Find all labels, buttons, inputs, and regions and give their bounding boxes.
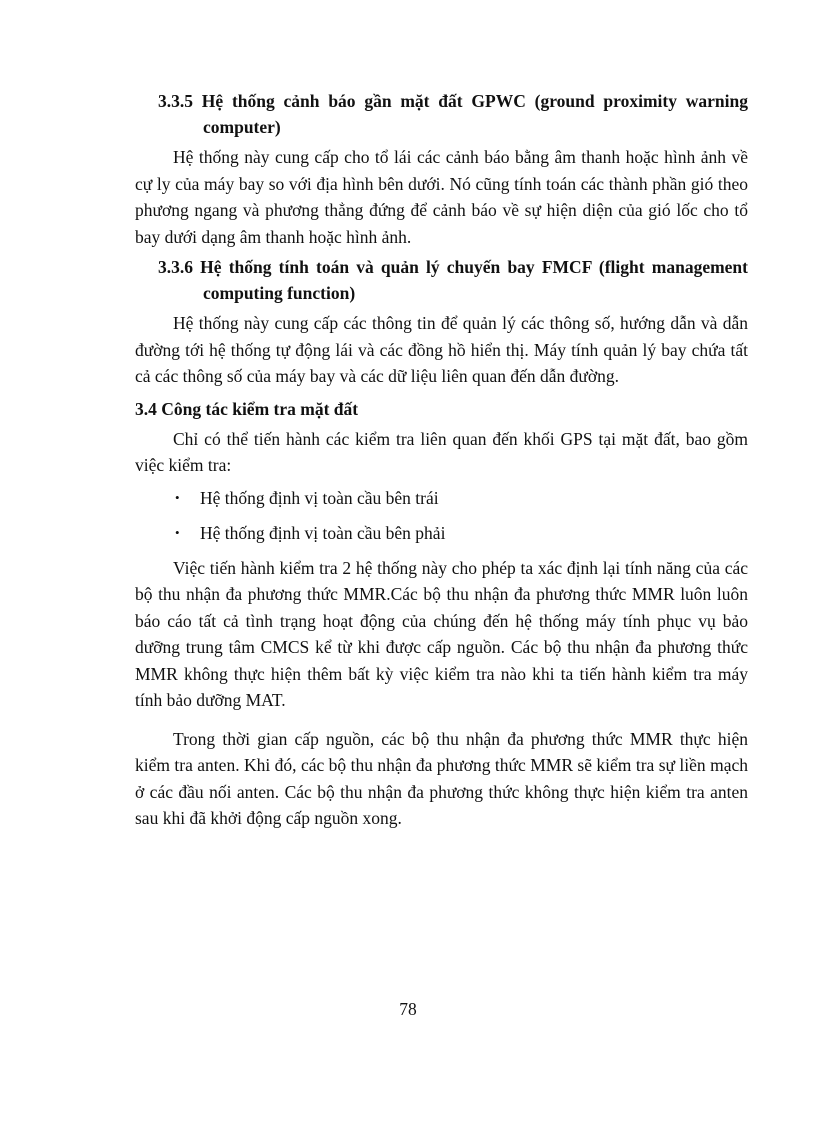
- list-item: [135, 520, 748, 546]
- list-item: [135, 485, 748, 511]
- list-item-text: Hệ thống định vị toàn cầu bên trái: [200, 487, 439, 508]
- paragraph-mmr-status: Việc tiến hành kiểm tra 2 hệ thống này cho phép ta xác định lại tính năng của các bộ thu nhận đa phương thức MMR.Các bộ thu nhận đa phương thức MMR luôn luôn báo cáo tất cả tình trạng hoạt động của chúng đến hệ thống máy tính phục vụ bảo dưỡng trung tâm CMCS kể từ khi được cấp nguồn. Các bộ thu nhận đa phương thức MMR không thực hiện thêm bất kỳ việc kiểm tra nào khi ta tiến hành kiểm tra máy tính bảo dưỡng MAT.: [135, 557, 748, 710]
- heading-3-3-5: 3.3.5 Hệ thống cảnh báo gần mặt đất GPWC (ground proximity warning computer): [158, 91, 748, 137]
- heading-3-3-6: 3.3.6 Hệ thống tính toán và quản lý chuyến bay FMCF (flight management computing function): [158, 257, 748, 303]
- bullet-icon: •: [175, 524, 180, 540]
- paragraph-gpwc: Hệ thống này cung cấp cho tổ lái các cảnh báo bằng âm thanh hoặc hình ảnh về cự ly của máy bay so với địa hình bên dưới. Nó cũng tính toán các thành phần gió theo phương ngang và phương thẳng đứng để cảnh báo về sự hiện diện của gió lốc cho tổ bay dưới dạng âm thanh hoặc hình ảnh.: [135, 147, 748, 247]
- list-item-text: Hệ thống định vị toàn cầu bên phải: [200, 522, 446, 543]
- heading-3-4: 3.4 Công tác kiểm tra mặt đất: [135, 398, 359, 419]
- paragraph-fmcf: Hệ thống này cung cấp các thông tin để quản lý các thông số, hướng dẫn và dẫn đường tới hệ thống tự động lái và các đồng hồ hiển thị. Máy tính quản lý bay chứa tất cả các thông số của máy bay và các dữ liệu liên quan đến dẫn đường.: [135, 313, 748, 386]
- paragraph-ground-check-intro: Chỉ có thể tiến hành các kiểm tra liên quan đến khối GPS tại mặt đất, bao gồm việc kiểm tra:: [135, 428, 748, 475]
- bullet-icon: •: [175, 489, 180, 505]
- document-page: [135, 88, 748, 836]
- paragraph-antenna-test: Trong thời gian cấp nguồn, các bộ thu nhận đa phương thức MMR thực hiện kiểm tra anten. Khi đó, các bộ thu nhận đa phương thức MMR sẽ kiểm tra sự liền mạch ở các đầu nối anten. Các bộ thu nhận đa phương thức không thực hiện kiểm tra anten sau khi đã khởi động cấp nguồn xong.: [135, 728, 748, 828]
- ground-check-list: [135, 485, 748, 546]
- page-number: 78: [399, 999, 417, 1019]
